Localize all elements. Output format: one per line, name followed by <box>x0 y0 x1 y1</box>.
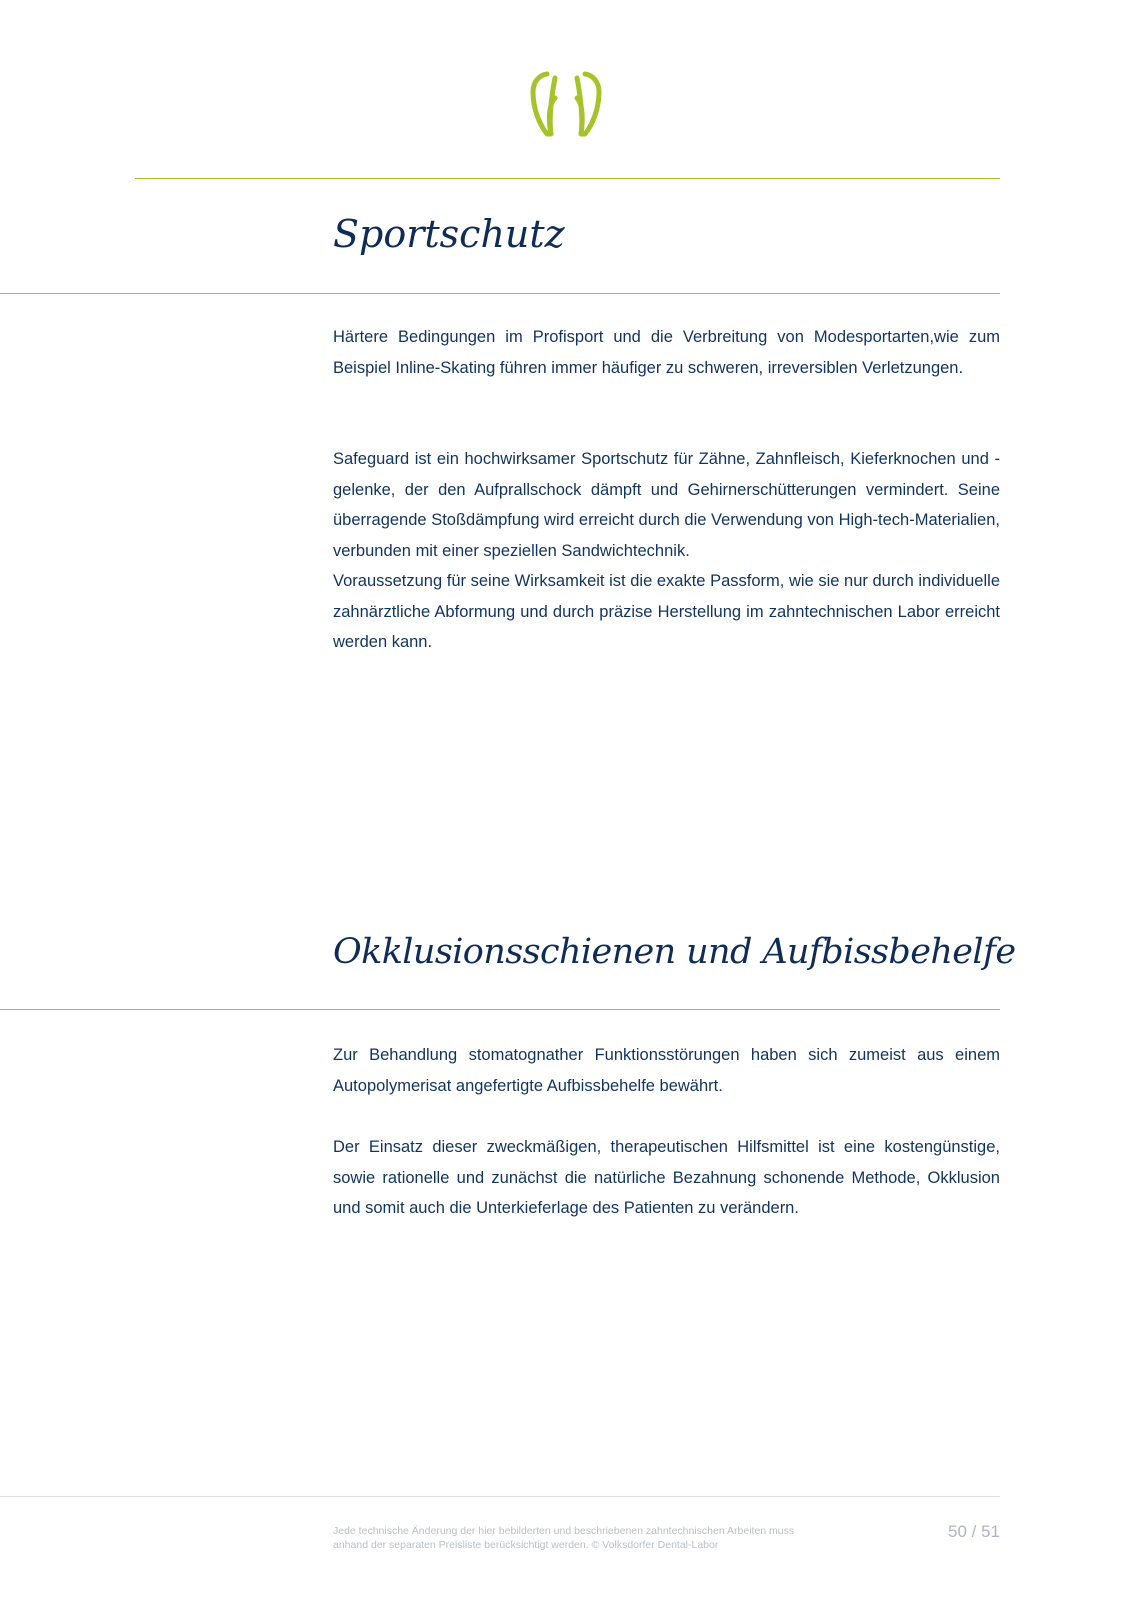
footer-note <box>333 1524 853 1552</box>
tooth-icon <box>530 68 602 138</box>
paragraph: Voraussetzung für seine Wirksamkeit ist die exakte Passform, wie sie nur durch individuelle zahnärztliche Abformung und durch präzise Herstellung im zahntechnischen Labor erreicht werden kann. <box>333 572 1000 651</box>
section-title-okklusionsschienen: Okklusionsschienen und Aufbissbehelfe <box>333 932 1016 972</box>
section-rule <box>0 1009 1000 1010</box>
section-rule <box>0 293 1000 294</box>
paragraph: Härtere Bedingungen im Profisport und die Verbreitung von Modesportarten,wie zum Beispiel Inline-Skating führen immer häufiger zu schweren, irreversiblen Verletzungen. <box>333 328 1000 377</box>
paragraph: Zur Behandlung stomatognather Funktionsstörungen haben sich zumeist aus einem Autopolymerisat angefertigte Aufbissbehelfe bewährt. <box>333 1046 1000 1095</box>
footer-rule <box>0 1496 1000 1497</box>
footer-note-line: anhand der separaten Preisliste berücksichtigt werden. © Volksdorfer Dental-Labor <box>333 1539 719 1551</box>
paragraph: Safeguard ist ein hochwirksamer Sportschutz für Zähne, Zahnfleisch, Kieferknochen und -gelenke, der den Aufprallschock dämpft und Gehirnerschütterungen vermindert. Seine überragende Stoßdämpfung wird erreicht durch die Verwendung von High-tech-Materialien, verbunden mit einer speziellen Sandwichtechnik. <box>333 450 1000 560</box>
page-number: 50 / 51 <box>948 1522 1000 1541</box>
section-title-sportschutz: Sportschutz <box>333 212 565 256</box>
paragraph: Der Einsatz dieser zweckmäßigen, therapeutischen Hilfsmittel ist eine kostengünstige, sowie rationelle und zunächst die natürliche Bezahnung schonende Methode, Okklusion und somit auch die Unterkieferlage des Patienten zu verändern. <box>333 1138 1000 1217</box>
footer-note-line: Jede technische Änderung der hier bebilderten und beschriebenen zahntechnischen Arbeiten muss <box>333 1525 795 1537</box>
top-rule <box>135 178 1000 179</box>
